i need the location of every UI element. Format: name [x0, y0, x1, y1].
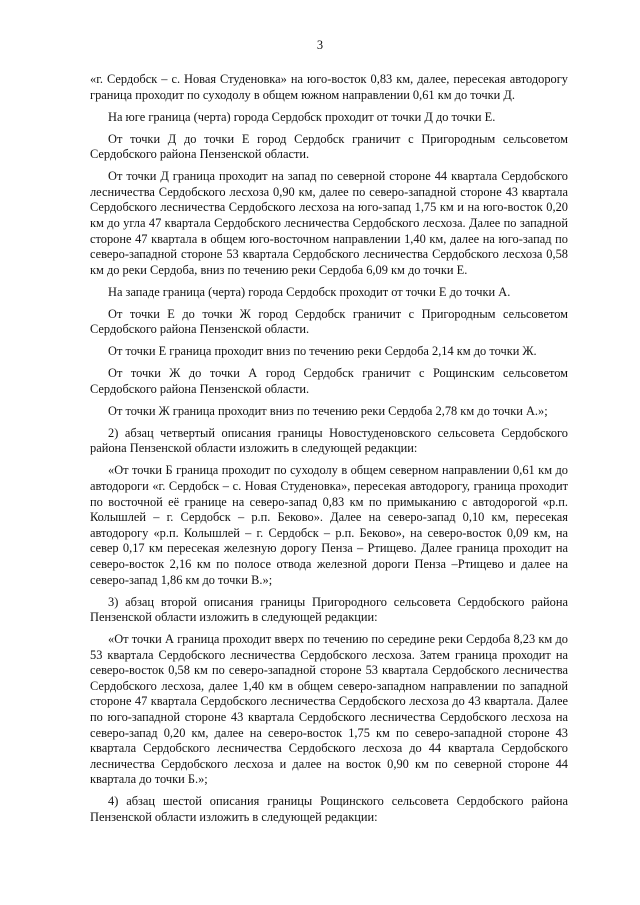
paragraph: На юге граница (черта) города Сердобск проходит от точки Д до точки Е.	[108, 109, 496, 124]
quoted-paragraph: «От точки А граница проходит вверх по течению по середине реки Сердоба 8,23 км до 53 квартала Сердобского лесничества Сердобского лесхоза. Затем граница проходит на северо-восток 0,58 км по северо-западной стороне 53 квартала Сердобского лесничества Сердобского лесхоза, далее 1,40 км в общем северо-западном направлении по западной стороне 47 квартала Сердобского лесничества Сердобского лесхоза до 43 квартала. Далее по юго-западной стороне 43 квартала Сердобского лесничества Сердобского лесхоза на северо-запад 0,20 км, далее на северо-восток 1,75 км по северо-западной стороне 43 квартала Сердобского лесничества Сердобского лесхоза до 44 квартала Сердобского лесничества Сердобского лесхоза и далее на восток 0,90 км по северной стороне 44 квартала до точки Б.»;	[90, 632, 568, 787]
amendment-item: 3) абзац второй описания границы Пригородного сельсовета Сердобского района Пензенской области изложить в следующей редакции:	[90, 594, 568, 625]
page-number: 3	[316, 38, 324, 52]
paragraph: От точки Д граница проходит на запад по северной стороне 44 квартала Сердобского лесничества Сердобского лесхоза 0,90 км, далее по северо-западной стороне 43 квартала Сердобского лесничества Сердобского лесхоза на юго-запад 1,75 км и на юго-восток 0,20 км до угла 47 квартала Сердобского лесничества Сердобского лесхоза. Далее по западной стороне 47 квартала в общем юго-восточном направлении 1,40 км, далее на юго-запад по северо-западной стороне 53 квартала Сердобского лесничества Сердобского лесхоза 0,58 км до реки Сердоба, вниз по течению реки Сердоба 6,09 км до точки Е.	[90, 169, 568, 277]
paragraph: На западе граница (черта) города Сердобск проходит от точки Е до точки А.	[108, 284, 511, 299]
amendment-item: 4) абзац шестой описания границы Рощинского сельсовета Сердобского района Пензенской области изложить в следующей редакции:	[90, 794, 568, 825]
quoted-paragraph: «От точки Б граница проходит по суходолу в общем северном направлении 0,61 км до автодороги «г. Сердобск – с. Новая Студеновка», пересекая автодорогу, граница проходит по восточной её границе на северо-запад 0,83 км по примыканию с автодорогой «р.п. Колышлей – г. Сердобск – р.п. Беково». Далее на северо-запад 0,10 км, пересекая автодорогу «р.п. Колышлей – г. Сердобск – р.п. Беково», на северо-восток 0,09 км, на север 0,17 км пересекая железную дорогу Пенза – Ртищево. Далее граница проходит на северо-восток 2,16 км по полосе отвода железной дороги Пенза –Ртищево и далее на северо-запад 1,86 км до точки В.»;	[90, 463, 568, 587]
paragraph: От точки Ж до точки А город Сердобск граничит с Рощинским сельсоветом Сердобского района Пензенской области.	[90, 366, 568, 396]
paragraph: От точки Д до точки Е город Сердобск граничит с Пригородным сельсоветом Сердобского района Пензенской области.	[90, 131, 568, 162]
paragraph: От точки Е граница проходит вниз по течению реки Сердоба 2,14 км до точки Ж.	[108, 344, 537, 359]
paragraph: «г. Сердобск – с. Новая Студеновка» на юго-восток 0,83 км, далее, пересекая автодорогу граница проходит по суходолу в общем южном направлении 0,61 км до точки Д.	[90, 72, 568, 102]
document-body	[90, 72, 568, 832]
paragraph: От точки Ж граница проходит вниз по течению реки Сердоба 2,78 км до точки А.»;	[108, 403, 548, 418]
amendment-item: 2) абзац четвертый описания границы Новостуденовского сельсовета Сердобского района Пензенской области изложить в следующей редакции:	[90, 425, 568, 456]
paragraph: От точки Е до точки Ж город Сердобск граничит с Пригородным сельсоветом Сердобского района Пензенской области.	[90, 306, 568, 337]
